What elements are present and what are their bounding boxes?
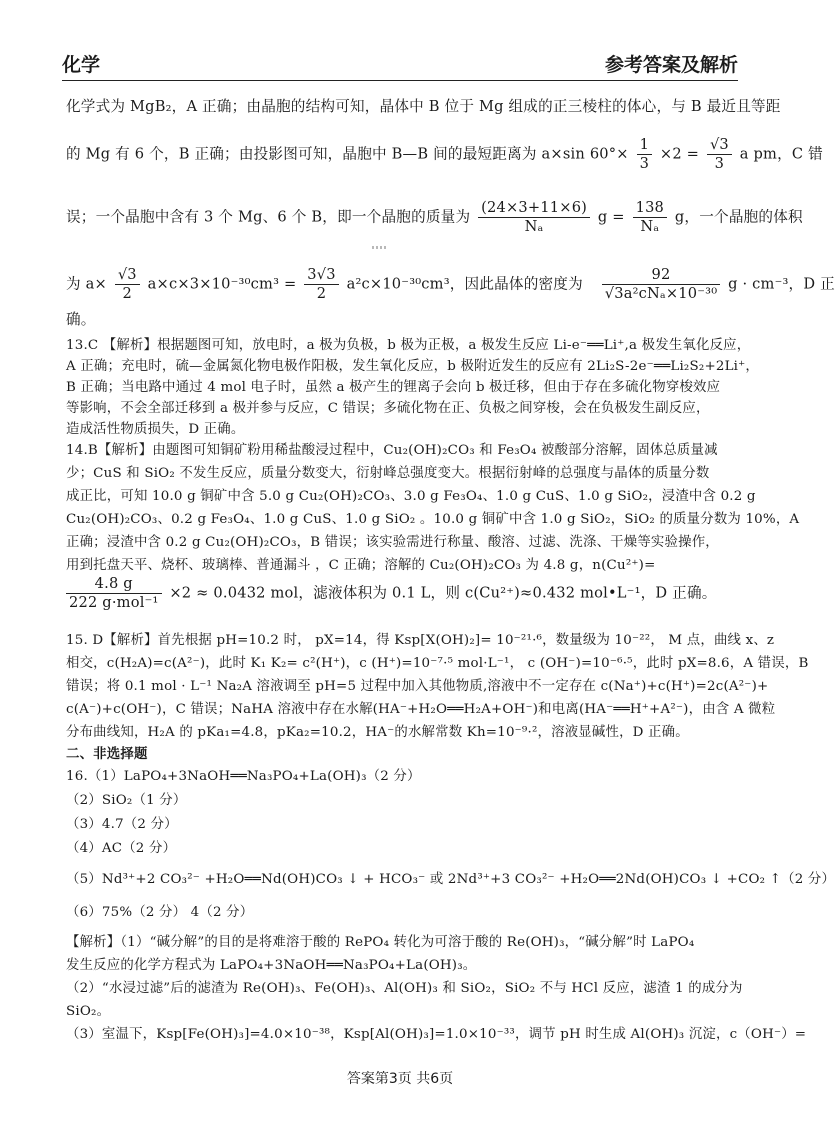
q16-answer-2: （2）SiO₂（1 分） bbox=[66, 793, 187, 808]
q13-line-3: B 正确；当电路中通过 4 mol 电子时，虽然 a 极产生的锂离子会向 b 极迁移，但由于存在多硫化物穿梭效应 bbox=[66, 380, 721, 395]
q14-line-3: 成正比，可知 10.0 g 铜矿中含 5.0 g Cu₂(OH)₂CO₃、3.0 g Fe₃O₄、1.0 g CuS、1.0 g SiO₂，浸渣中含 0.2 g bbox=[66, 489, 756, 504]
fraction-138-over-na: $\frac{138}{\text{Nₐ}}$ bbox=[633, 199, 667, 236]
q16-answer-3: （3）4.7（2 分） bbox=[66, 817, 178, 832]
q14-line-4: Cu₂(OH)₂CO₃、0.2 g Fe₃O₄、1.0 g CuS、1.0 g SiO₂ 。10.0 g 铜矿中含 1.0 g SiO₂，SiO₂ 的质量分数为 10%，A bbox=[66, 512, 800, 527]
subject-title: 化学 bbox=[62, 54, 101, 76]
q16-answer-4: （4）AC（2 分） bbox=[66, 841, 177, 856]
section-title: 参考答案及解析 bbox=[604, 54, 738, 76]
q13-line-5: 造成活性物质损失，D 正确。 bbox=[66, 422, 245, 437]
q15-line-1: 15. D【解析】首先根据 pH=10.2 时， pX=14，得 Ksp[X(OH)₂]= 10⁻²¹·⁶，数量级为 10⁻²²， M 点，曲线 x、z bbox=[66, 633, 775, 648]
q15-line-2: 相交，c(H₂A)=c(A²⁻)，此时 K₁ K₂= c²(H⁺)，c (H⁺)=10⁻⁷·⁵ mol·L⁻¹， c (OH⁻)=10⁻⁶·⁵，此时 pX=8.6，A 错误，B bbox=[66, 656, 809, 671]
q12-line-4: 为 a× $\frac{√3}{2}$ a×c×3×10⁻³⁰cm³ = $\frac{3√3}{2}$ a²c×10⁻³⁰cm³，因此晶体的密度为 $\frac{92}{\text{√3a²cNₐ×10⁻³⁰}}$ g · cm⁻³，D 正 bbox=[66, 266, 835, 302]
q13-line-1: 13.C 【解析】根据题图可知，放电时，a 极为负极，b 极为正极，a 极发生反应 Li-e⁻══Li⁺,a 极发生氧化反应， bbox=[66, 338, 751, 353]
section-heading: 二、非选择题 bbox=[66, 746, 148, 762]
fraction-root3-over-3: $\frac{√3}{3}$ bbox=[707, 136, 732, 173]
page-header bbox=[62, 52, 738, 81]
fraction-cu-moles: $\frac{4.8 g}{\text{222 g·mol⁻¹}}$ bbox=[66, 575, 162, 612]
fraction-3root3-over-2: $\frac{3√3}{2}$ bbox=[304, 266, 338, 303]
q12-line-2: 的 Mg 有 6 个，B 正确；由投影图可知，晶胞中 B—B 间的最短距离为 a×sin 60°× $\frac{1}{3}$ ×2 = $\frac{√3}{3}$ a pm，C 错 bbox=[66, 136, 823, 172]
q16-explanation-1: 【解析】（1）“碱分解”的目的是将难溶于酸的 RePO₄ 转化为可溶于酸的 Re(OH)₃，“碱分解”时 LaPO₄ bbox=[66, 935, 695, 950]
q16-explanation-3: （2）“水浸过滤”后的滤渣为 Re(OH)₃、Fe(OH)₃、Al(OH)₃ 和 SiO₂，SiO₂ 不与 HCl 反应，滤渣 1 的成分为 bbox=[66, 981, 743, 996]
q14-line-7: $\frac{4.8 g}{\text{222 g·mol⁻¹}}$ ×2 ≈ 0.0432 mol，滤液体积为 0.1 L，则 c(Cu²⁺)≈0.432 mol•L⁻¹，D 正确。 bbox=[66, 575, 734, 612]
fraction-root3-over-2: $\frac{√3}{2}$ bbox=[115, 266, 140, 303]
q14-line-6: 用到托盘天平、烧杯、玻璃棒、普通漏斗 ，C 正确；溶解的 Cu₂(OH)₂CO₃ 为 4.8 g，n(Cu²⁺)= bbox=[66, 558, 656, 573]
scan-artifact bbox=[372, 246, 386, 249]
q15-line-3: 错误；将 0.1 mol · L⁻¹ Na₂A 溶液调至 pH=5 过程中加入其他物质,溶液中不一定存在 c(Na⁺)+c(H⁺)=2c(A²⁻)+ bbox=[66, 679, 769, 694]
fraction-density: $\frac{92}{\text{√3a²cNₐ×10⁻³⁰}}$ bbox=[602, 266, 721, 303]
page-footer: 答案第3页 共6页 bbox=[346, 1071, 454, 1087]
q16-answer-1: 16.（1）LaPO₄+3NaOH══Na₃PO₄+La(OH)₃（2 分） bbox=[66, 769, 421, 784]
fraction-one-third: $\frac{1}{3}$ bbox=[637, 136, 653, 173]
q15-line-4: c(A⁻)+c(OH⁻)，C 错误；NaHA 溶液中存在水解(HA⁻+H₂O══H₂A+OH⁻)和电离(HA⁻══H⁺+A²⁻)，由含 A 微粒 bbox=[66, 702, 776, 717]
q14-line-2: 少；CuS 和 SiO₂ 不发生反应，质量分数变大，衍射峰总强度变大。根据衍射峰的总强度与晶体的质量分数 bbox=[66, 466, 710, 481]
q13-line-2: A 正确；充电时，硫—金属氮化物电极作阳极，发生氧化反应，b 极附近发生的反应有 2Li₂S-2e⁻══Li₂S₂+2Li⁺， bbox=[66, 359, 760, 374]
q14-line-5: 正确；浸渣中含 0.2 g Cu₂(OH)₂CO₃，B 错误；该实验需进行称量、酸溶、过滤、洗涤、干燥等实验操作， bbox=[66, 535, 719, 550]
fraction-cell-mass: $\frac{(24\times 3+11\times 6)}{\text{Nₐ}}$ bbox=[478, 199, 590, 236]
q12-line-5: 确。 bbox=[66, 311, 96, 328]
q16-answer-6: （6）75%（2 分） 4（2 分） bbox=[66, 905, 254, 920]
q16-explanation-5: （3）室温下，Ksp[Fe(OH)₃]=4.0×10⁻³⁸，Ksp[Al(OH)₃]=1.0×10⁻³³，调节 pH 时生成 Al(OH)₃ 沉淀，c（OH⁻）= bbox=[66, 1027, 807, 1042]
q12-line-1: 化学式为 MgB₂，A 正确；由晶胞的结构可知，晶体中 B 位于 Mg 组成的正三棱柱的体心，与 B 最近且等距 bbox=[66, 98, 781, 115]
q16-explanation-4: SiO₂。 bbox=[66, 1004, 111, 1019]
q16-explanation-2: 发生反应的化学方程式为 LaPO₄+3NaOH══Na₃PO₄+La(OH)₃。 bbox=[66, 958, 477, 973]
q15-line-5: 分布曲线知，H₂A 的 pKa₁=4.8，pKa₂=10.2，HA⁻的水解常数 Kh=10⁻⁹·²，溶液显碱性，D 正确。 bbox=[66, 725, 689, 740]
q13-line-4: 等影响，不会全部迁移到 a 极并参与反应，C 错误；多硫化物在正、负极之间穿梭，会在负极发生副反应， bbox=[66, 401, 710, 416]
q14-line-1: 14.B【解析】由题图可知铜矿粉用稀盐酸浸过程中，Cu₂(OH)₂CO₃ 和 Fe₃O₄ 被酸部分溶解，固体总质量减 bbox=[66, 443, 718, 458]
q12-line-3: 误；一个晶胞中含有 3 个 Mg、6 个 B，即一个晶胞的质量为 $\frac{(24\times 3+11\times 6)}{\text{Nₐ}}$ g = $\frac{138}{\text{Nₐ}}$ g，一个晶胞的体积 bbox=[66, 199, 803, 235]
q16-answer-5: （5）Nd³⁺+2 CO₃²⁻ +H₂O══Nd(OH)CO₃ ↓ + HCO₃⁻ 或 2Nd³⁺+3 CO₃²⁻ +H₂O══2Nd(OH)CO₃ ↓ +CO₂ ↑（2 分） bbox=[66, 872, 835, 887]
